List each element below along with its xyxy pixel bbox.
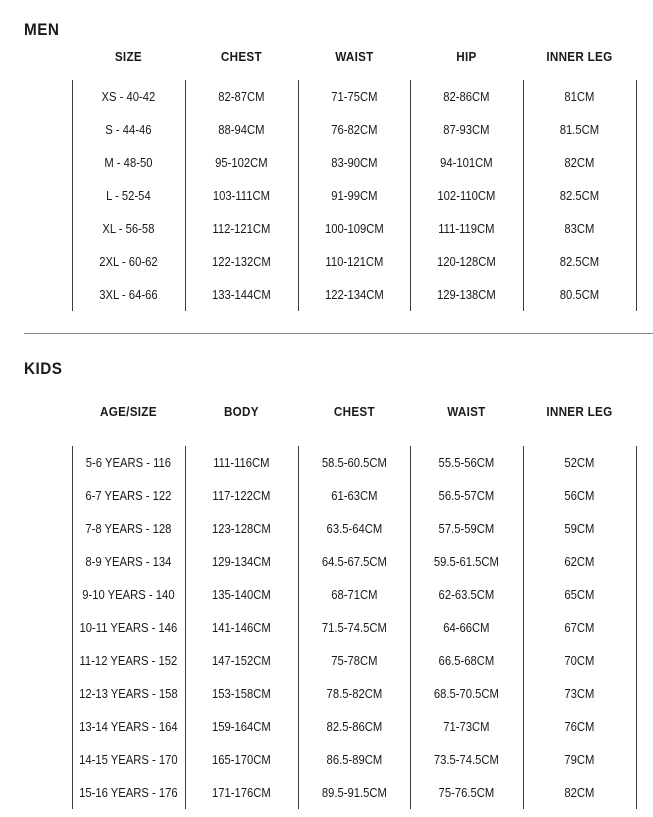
table-cell: 110-121CM [325,254,383,269]
table-cell: 10-11 YEARS - 146 [79,620,178,635]
table-cell: 141-146CM [211,620,271,635]
table-cell: 68.5-70.5CM [434,686,500,701]
table-cell: 3XL - 64-66 [99,287,158,302]
table-row [72,611,636,644]
table-cell: 63.5-64CM [326,521,382,536]
table-cell: 64.5-67.5CM [321,554,387,569]
table-cell: 81.5CM [559,122,600,137]
table-cell: 52CM [564,455,595,470]
table-row [72,644,636,677]
table-cell: 87-93CM [443,122,490,137]
table-cell: 9-10 YEARS - 140 [82,587,175,602]
table-cell: 67CM [564,620,595,635]
table-cell: 5-6 YEARS - 116 [85,455,172,470]
table-cell: 62CM [564,554,595,569]
kids-table-body [72,446,636,809]
table-cell: 135-140CM [211,587,271,602]
table-cell: 100-109CM [324,221,384,236]
kids-column-divider [636,446,637,809]
table-row [72,179,636,212]
table-cell: XS - 40-42 [101,89,156,104]
table-cell: 88-94CM [218,122,265,137]
table-cell: L - 52-54 [106,188,151,203]
men-header-row [72,46,636,66]
table-cell: 66.5-68CM [438,653,495,668]
kids-header-age-size: AGE/SIZE [100,403,157,419]
kids-header-inner-leg: INNER LEG [546,403,613,419]
table-cell: 122-134CM [324,287,384,302]
table-cell: 171-176CM [211,785,271,800]
table-cell: 55.5-56CM [438,455,495,470]
table-cell: 56.5-57CM [438,488,495,503]
men-section-title: MEN [24,20,60,39]
table-row [72,479,636,512]
table-cell: 7-8 YEARS - 128 [85,521,172,536]
table-cell: 6-7 YEARS - 122 [85,488,172,503]
table-cell: 8-9 YEARS - 134 [85,554,172,569]
table-row [72,113,636,146]
table-row [72,278,636,311]
table-cell: 165-170CM [211,752,271,767]
table-cell: 86.5-89CM [326,752,382,767]
table-cell: 153-158CM [211,686,271,701]
table-cell: 12-13 YEARS - 158 [79,686,178,701]
men-column-divider [185,80,186,311]
table-cell: 57.5-59CM [438,521,495,536]
table-cell: 58.5-60.5CM [321,455,387,470]
table-cell: 73CM [564,686,595,701]
table-row [72,776,636,809]
table-row [72,446,636,479]
table-cell: 14-15 YEARS - 170 [79,752,178,767]
kids-column-divider [410,446,411,809]
table-cell: XL - 56-58 [102,221,155,236]
table-cell: 70CM [564,653,595,668]
table-cell: 76CM [564,719,595,734]
table-cell: 65CM [564,587,595,602]
table-cell: 82CM [564,155,595,170]
section-divider [24,333,653,334]
kids-column-divider [298,446,299,809]
table-cell: 82CM [564,785,595,800]
men-header-waist: WAIST [334,48,374,64]
men-table-body [72,80,636,311]
kids-section-title: KIDS [24,359,63,378]
men-header-inner-leg: INNER LEG [546,48,613,64]
men-size-table [72,46,636,311]
table-cell: 73.5-74.5CM [434,752,500,767]
table-cell: 103-111CM [212,188,270,203]
table-cell: 83-90CM [330,155,378,170]
table-cell: 122-132CM [211,254,271,269]
table-cell: 59.5-61.5CM [434,554,500,569]
table-cell: 82.5CM [559,254,600,269]
men-header-hip: HIP [456,48,477,64]
table-cell: M - 48-50 [104,155,153,170]
table-cell: 129-138CM [437,287,497,302]
men-column-divider [636,80,637,311]
table-cell: 59CM [564,521,595,536]
table-row [72,212,636,245]
men-header-chest: CHEST [220,48,262,64]
kids-header-body: BODY [223,403,259,419]
table-cell: 111-116CM [213,455,270,470]
table-cell: 133-144CM [211,287,271,302]
table-cell: 75-76.5CM [438,785,495,800]
table-cell: 13-14 YEARS - 164 [79,719,178,734]
kids-size-table [72,401,636,809]
table-row [72,146,636,179]
table-row [72,512,636,545]
table-cell: 61-63CM [330,488,378,503]
kids-column-divider [72,446,73,809]
table-cell: 75-78CM [330,653,378,668]
table-cell: 76-82CM [330,122,378,137]
table-cell: 111-119CM [438,221,495,236]
table-cell: 112-121CM [212,221,271,236]
table-cell: 64-66CM [443,620,490,635]
table-cell: 82-86CM [443,89,490,104]
table-cell: 129-134CM [211,554,271,569]
table-cell: 123-128CM [211,521,271,536]
table-cell: 56CM [564,488,595,503]
table-cell: 71-75CM [330,89,378,104]
table-cell: 94-101CM [440,155,494,170]
table-row [72,578,636,611]
table-cell: 102-110CM [437,188,496,203]
table-cell: 71-73CM [443,719,490,734]
table-cell: 68-71CM [330,587,378,602]
table-cell: 83CM [564,221,595,236]
table-cell: 11-12 YEARS - 152 [79,653,178,668]
table-row [72,743,636,776]
kids-header-chest: CHEST [333,403,375,419]
table-cell: 71.5-74.5CM [321,620,387,635]
table-cell: 95-102CM [214,155,268,170]
table-cell: 79CM [564,752,595,767]
kids-header-waist: WAIST [447,403,486,419]
table-row [72,245,636,278]
table-row [72,80,636,113]
men-header-size: SIZE [114,48,142,64]
table-row [72,710,636,743]
table-cell: 82.5-86CM [326,719,382,734]
kids-column-divider [523,446,524,809]
men-column-divider [298,80,299,311]
kids-column-divider [185,446,186,809]
kids-header-row [72,401,636,421]
table-row [72,545,636,578]
men-column-divider [72,80,73,311]
table-cell: 62-63.5CM [438,587,495,602]
men-column-divider [523,80,524,311]
table-cell: 120-128CM [437,254,497,269]
table-cell: 78.5-82CM [326,686,382,701]
table-cell: 82-87CM [218,89,265,104]
table-row [72,677,636,710]
table-cell: 81CM [564,89,595,104]
table-cell: 80.5CM [559,287,600,302]
table-cell: 117-122CM [212,488,271,503]
table-cell: S - 44-46 [105,122,152,137]
table-cell: 82.5CM [559,188,600,203]
table-cell: 89.5-91.5CM [321,785,387,800]
table-cell: 15-16 YEARS - 176 [79,785,178,800]
men-column-divider [410,80,411,311]
table-cell: 2XL - 60-62 [99,254,158,269]
table-cell: 91-99CM [330,188,378,203]
table-cell: 159-164CM [211,719,271,734]
table-cell: 147-152CM [211,653,271,668]
